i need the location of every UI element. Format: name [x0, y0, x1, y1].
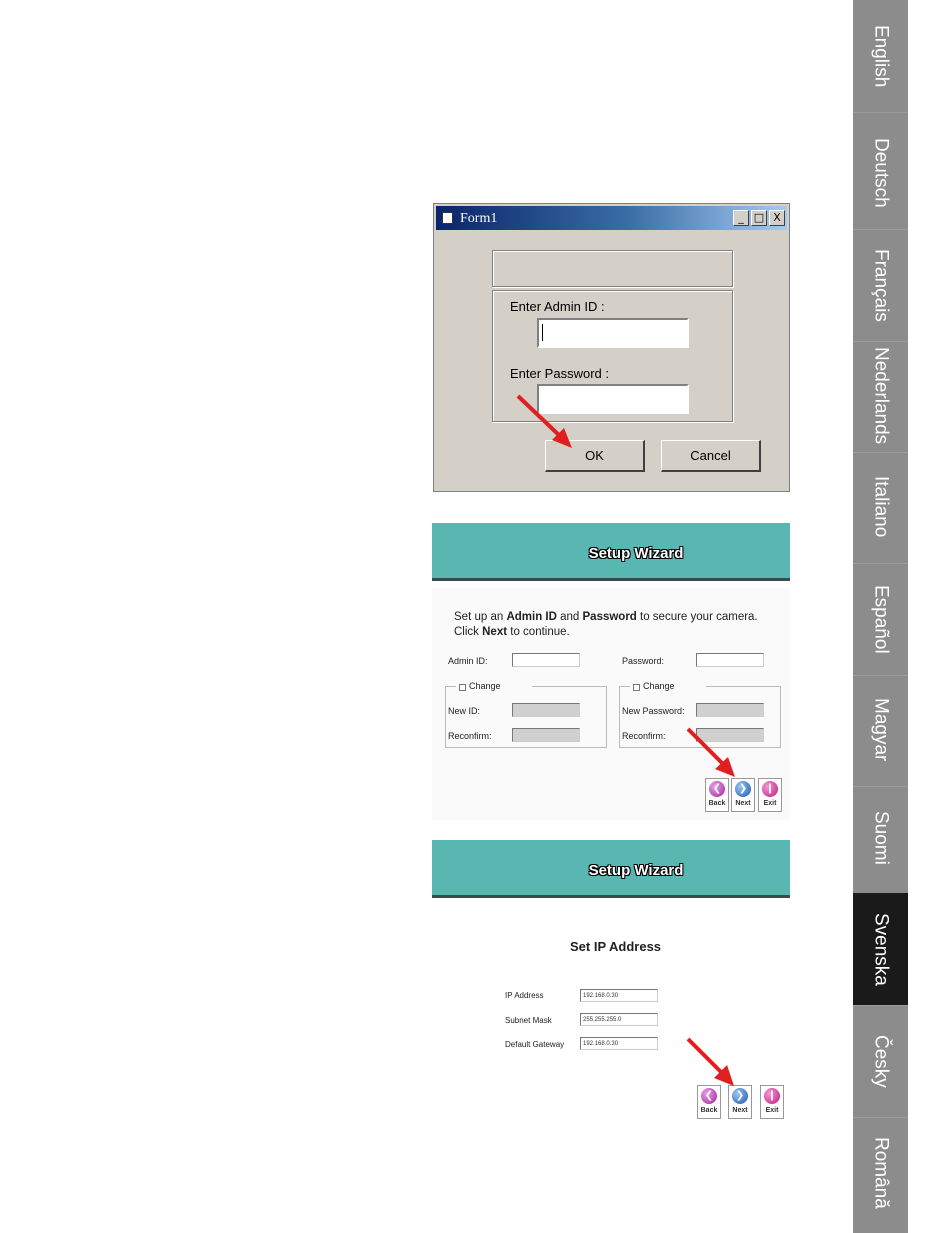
password-label: Password:	[622, 656, 665, 666]
lang-label: Magyar	[870, 698, 892, 762]
admin-id-label: Enter Admin ID :	[510, 299, 605, 314]
next-icon: ❯	[735, 781, 751, 797]
header-frame	[492, 250, 733, 287]
default-gateway-input[interactable]: 192.168.0.30	[580, 1037, 658, 1050]
cancel-button[interactable]: Cancel	[661, 440, 761, 472]
lang-tab-italiano[interactable]	[853, 451, 908, 564]
new-password-label: New Password:	[622, 706, 685, 716]
reconfirm-password-label: Reconfirm:	[622, 731, 666, 741]
lang-label: Español	[870, 584, 892, 654]
wizard-title: Setup Wizard	[588, 545, 684, 562]
lang-tab-francais[interactable]	[853, 229, 908, 342]
lang-tab-deutsch[interactable]	[853, 117, 908, 230]
wizard-ip-panel	[432, 905, 790, 1127]
window-app-icon	[442, 212, 453, 224]
ip-address-input[interactable]: 192.168.0.30	[580, 989, 658, 1002]
lang-label: Français	[870, 248, 892, 322]
lang-tab-english[interactable]	[853, 0, 908, 113]
exit-button[interactable]	[758, 778, 782, 812]
next-button[interactable]	[731, 778, 755, 812]
pointer-arrow-icon	[682, 723, 742, 783]
wizard-title: Setup Wizard	[588, 862, 684, 879]
lang-label: Svenska	[870, 912, 892, 986]
exit-label: Exit	[763, 800, 777, 807]
wizard-admin-panel	[432, 588, 790, 820]
lang-tab-suomi[interactable]	[853, 782, 908, 895]
window-title: Form1	[460, 211, 498, 226]
new-id-input[interactable]	[512, 703, 580, 717]
admin-id-input[interactable]	[537, 318, 689, 348]
back-icon: ❮	[709, 781, 725, 797]
default-gateway-label: Default Gateway	[505, 1040, 565, 1049]
ok-button[interactable]: OK	[545, 440, 645, 472]
lang-tab-romana[interactable]	[853, 1117, 908, 1229]
password-input[interactable]	[696, 653, 764, 667]
window-titlebar	[436, 206, 787, 230]
next-icon: ❯	[732, 1088, 748, 1104]
wizard-intro-text: Set up an Admin ID and Password to secure your camera. Click Next to continue.	[454, 611, 758, 638]
new-password-input[interactable]	[696, 703, 764, 717]
close-icon[interactable]: X	[769, 210, 785, 226]
lang-tab-nederlands[interactable]	[853, 340, 908, 453]
ip-address-label: IP Address	[505, 991, 544, 1000]
pointer-arrow-icon	[510, 390, 580, 455]
change-id-legend	[456, 681, 532, 693]
lang-tab-svenska[interactable]	[853, 893, 908, 1006]
change-label: Change	[643, 681, 675, 691]
minimize-icon[interactable]: _	[733, 210, 749, 226]
subnet-mask-label: Subnet Mask	[505, 1016, 552, 1025]
lang-label: Suomi	[870, 811, 892, 865]
password-label: Enter Password :	[510, 366, 609, 381]
subnet-mask-input[interactable]: 255.255.255.0	[580, 1013, 658, 1026]
wizard-header	[432, 840, 790, 898]
lang-label: Deutsch	[870, 138, 892, 208]
next-label: Next	[732, 1107, 748, 1114]
admin-id-label: Admin ID:	[448, 656, 488, 666]
new-id-label: New ID:	[448, 706, 481, 716]
change-id-checkbox[interactable]	[459, 684, 466, 691]
exit-icon: ❙	[764, 1088, 780, 1104]
back-button[interactable]	[705, 778, 729, 812]
lang-tab-magyar[interactable]	[853, 674, 908, 787]
reconfirm-id-input[interactable]	[512, 728, 580, 742]
change-password-legend	[630, 681, 706, 693]
maximize-icon[interactable]: □	[751, 210, 767, 226]
lang-tab-espanol[interactable]	[853, 563, 908, 676]
ip-section-title: Set IP Address	[570, 939, 662, 954]
wizard-header	[432, 523, 790, 581]
pointer-arrow-icon	[682, 1033, 742, 1093]
lang-label: Česky	[870, 1034, 892, 1088]
admin-id-input[interactable]	[512, 653, 580, 667]
lang-label: Română	[870, 1137, 892, 1209]
form1-window	[433, 203, 790, 492]
back-icon: ❮	[701, 1088, 717, 1104]
lang-label: Nederlands	[870, 347, 892, 445]
back-label: Back	[700, 1107, 718, 1114]
text-caret	[542, 324, 543, 341]
exit-button[interactable]	[760, 1085, 784, 1119]
exit-icon: ❙	[762, 781, 778, 797]
language-sidebar	[853, 0, 908, 1233]
change-password-checkbox[interactable]	[633, 684, 640, 691]
next-label: Next	[735, 800, 751, 807]
lang-label: Italiano	[870, 476, 892, 538]
change-label: Change	[469, 681, 501, 691]
lang-label: English	[870, 24, 892, 88]
exit-label: Exit	[765, 1107, 779, 1114]
lang-tab-cesky[interactable]	[853, 1005, 908, 1118]
back-label: Back	[708, 800, 726, 807]
reconfirm-id-label: Reconfirm:	[448, 731, 492, 741]
